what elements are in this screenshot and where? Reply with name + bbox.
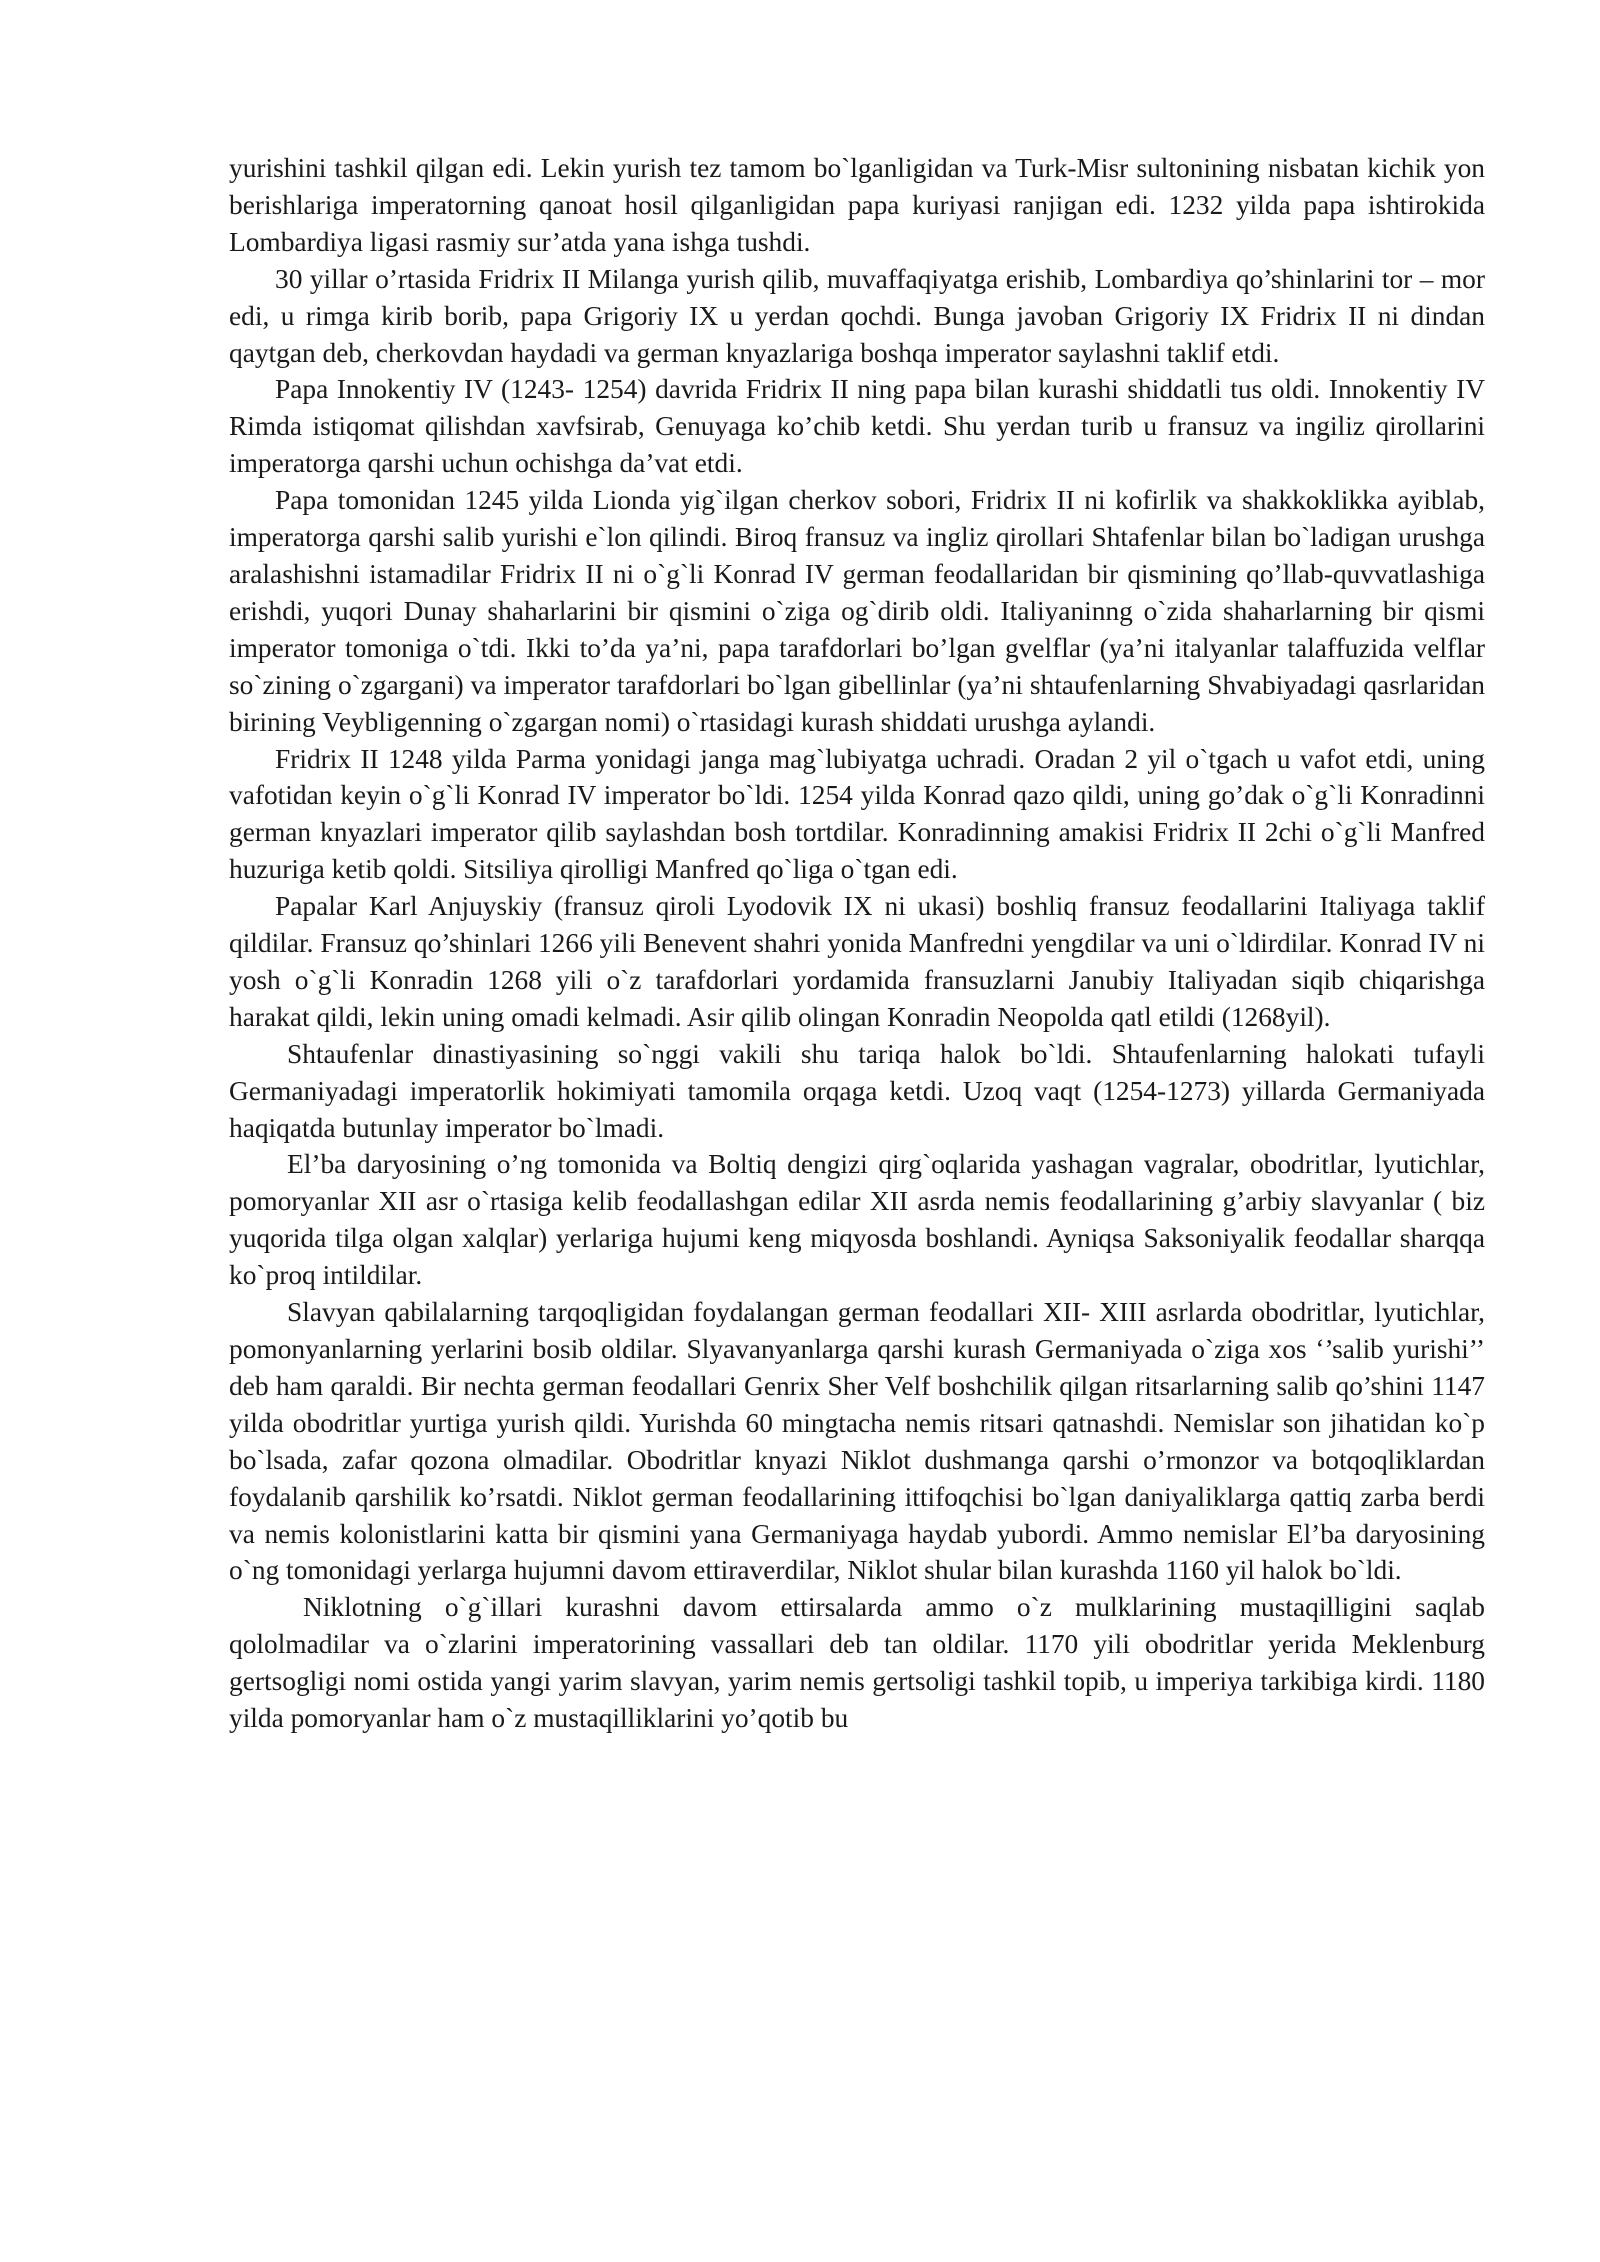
paragraph-9: Slavyan qabilalarning tarqoqligidan foydalangan german feodallari XII- XIII asrlarda obodritlar, lyutichlar, pomonyanlarning yerlarini bosib oldilar. Slyavanyanlarga qarshi kurash Germaniyada o`ziga xos ‘’salib yurishi’’ deb ham qaraldi. Bir nechta german feodallari Genrix Sher Velf boshchilik qilgan ritsarlarning salib qo’shini 1147 yilda obodritlar yurtiga yurish qildi. Yurishda 60 mingtacha nemis ritsari qatnashdi. Nemislar son jihatidan ko`p bo`lsada, zafar qozona olmadilar. Obodritlar knyazi Niklot dushmanga qarshi o’rmonzor va botqoqliklardan foydalanib qarshilik ko’rsatdi. Niklot german feodallarining ittifoqchisi bo`lgan daniyaliklarga qattiq zarba berdi va nemis kolonistlarini katta bir qismini yana Germaniyaga haydab yubordi. Ammo nemislar El’ba daryosining o`ng tomonidagi yerlarga hujumni davom ettiraverdilar, Niklot shular bilan kurashda 1160 yil halok bo`ldi. bbox=[229, 1297, 1485, 1586]
paragraph-7: Shtaufenlar dinastiyasining so`nggi vakili shu tariqa halok bo`ldi. Shtaufenlarning halokati tufayli Germaniyadagi imperatorlik hokimiyati tamomila orqaga ketdi. Uzoq vaqt (1254-1273) yillarda Germaniyada haqiqatda butunlay imperator bo`lmadi. bbox=[229, 1038, 1485, 1143]
paragraph-3: Papa Innokentiy IV (1243- 1254) davrida Fridrix II ning papa bilan kurashi shiddatli tus oldi. Innokentiy IV Rimda istiqomat qilishdan xavfsirab, Genuyaga ko’chib ketdi. Shu yerdan turib u fransuz va ingiliz qirollarini imperatorga qarshi uchun ochishga da’vat etdi. bbox=[229, 374, 1485, 479]
paragraph-8: El’ba daryosining o’ng tomonida va Boltiq dengizi qirg`oqlarida yashagan vagralar, obodritlar, lyutichlar, pomoryanlar XII asr o`rtasiga kelib feodallashgan edilar XII asrda nemis feodallarining g’arbiy slavyanlar ( biz yuqorida tilga olgan xalqlar) yerlariga hujumi keng miqyosda boshlandi. Ayniqsa Saksoniyalik feodallar sharqqa ko`proq intildilar. bbox=[229, 1149, 1485, 1291]
paragraph-2: 30 yillar o’rtasida Fridrix II Milanga yurish qilib, muvaffaqiyatga erishib, Lombardiya qo’shinlarini tor – mor edi, u rimga kirib borib, papa Grigoriy IX u yerdan qochdi. Bunga javoban Grigoriy IX Fridrix II ni dindan qaytgan deb, cherkovdan haydadi va german knyazlariga boshqa imperator saylashni taklif etdi. bbox=[229, 263, 1485, 368]
paragraph-4: Papa tomonidan 1245 yilda Lionda yig`ilgan cherkov sobori, Fridrix II ni kofirlik va shakkoklikka ayiblab, imperatorga qarshi salib yurishi e`lon qilindi. Biroq fransuz va ingliz qirollari Shtafenlar bilan bo`ladigan urushga aralashishni istamadilar Fridrix II ni o`g`li Konrad IV german feodallaridan bir qismining qo’llab-quvvatlashiga erishdi, yuqori Dunay shaharlarini bir qismini o`ziga og`dirib oldi. Italiyaninng o`zida shaharlarning bir qismi imperator tomoniga o`tdi. Ikki to’da ya’ni, papa tarafdorlari bo’lgan gvelflar (ya’ni italyanlar talaffuzida velflar so`zining o`zgargani) va imperator tarafdorlari bo`lgan gibellinlar (ya’ni shtaufenlarning Shvabiyadagi qasrlaridan birining Veybligenning o`zgargan nomi) o`rtasidagi kurash shiddati urushga aylandi. bbox=[229, 485, 1485, 737]
paragraph-5: Fridrix II 1248 yilda Parma yonidagi janga mag`lubiyatga uchradi. Oradan 2 yil o`tgach u vafot etdi, uning vafotidan keyin o`g`li Konrad IV imperator bo`ldi. 1254 yilda Konrad qazo qildi, uning go’dak o`g`li Konradinni german knyazlari imperator qilib saylashdan bosh tortdilar. Konradinning amakisi Fridrix II 2chi o`g`li Manfred huzuriga ketib qoldi. Sitsiliya qirolligi Manfred qo`liga o`tgan edi. bbox=[229, 743, 1485, 885]
paragraph-6: Papalar Karl Anjuyskiy (fransuz qiroli Lyodovik IX ni ukasi) boshliq fransuz feodallarini Italiyaga taklif qildilar. Fransuz qo’shinlari 1266 yili Benevent shahri yonida Manfredni yengdilar va uni o`ldirdilar. Konrad IV ni yosh o`g`li Konradin 1268 yili o`z tarafdorlari yordamida fransuzlarni Janubiy Italiyadan siqib chiqarishga harakat qildi, lekin uning omadi kelmadi. Asir qilib olingan Konradin Neopolda qatl etildi (1268yil). bbox=[229, 891, 1485, 1032]
paragraph-10: Niklotning o`g`illari kurashni davom ettirsalarda ammo o`z mulklarining mustaqilligini saqlab qololmadilar va o`zlarini imperatorining vassallari deb tan oldilar. 1170 yili obodritlar yerida Meklenburg gertsogligi nomi ostida yangi yarim slavyan, yarim nemis gertsoligi tashkil topib, u imperiya tarkibiga kirdi. 1180 yilda pomoryanlar ham o`z mustaqilliklarini yo’qotib bu bbox=[229, 1592, 1485, 1734]
paragraph-1: yurishini tashkil qilgan edi. Lekin yurish tez tamom bo`lganligidan va Turk-Misr sultonining nisbatan kichik yon berishlariga imperatorning qanoat hosil qilganligidan papa kuriyasi ranjigan edi. 1232 yilda papa ishtirokida Lombardiya ligasi rasmiy sur’atda yana ishga tushdi. bbox=[229, 153, 1485, 257]
document-page bbox=[229, 150, 1485, 1737]
